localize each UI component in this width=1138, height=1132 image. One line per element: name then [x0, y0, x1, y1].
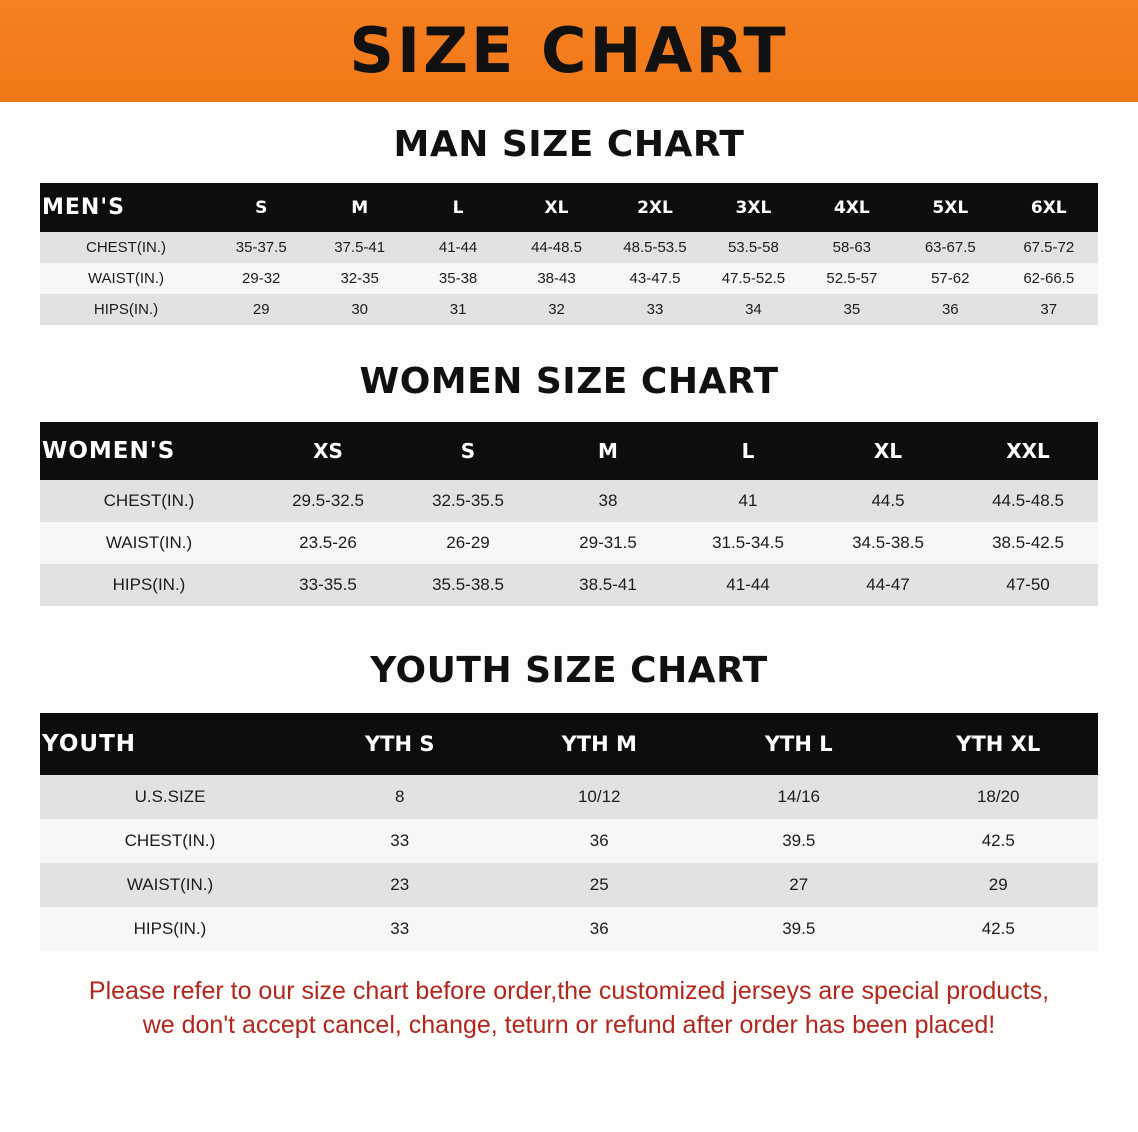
column-header: XL	[507, 183, 605, 232]
table-cell: 18/20	[899, 775, 1099, 819]
table-cell: 31	[409, 294, 507, 325]
table-cell: 35	[803, 294, 901, 325]
table-cell: 33	[300, 819, 500, 863]
youth-size-table	[40, 713, 1098, 951]
row-label: HIPS(IN.)	[40, 907, 300, 951]
column-header: S	[212, 183, 310, 232]
table-row	[40, 232, 1098, 263]
table-cell: 33-35.5	[258, 564, 398, 606]
table-cell: 30	[310, 294, 408, 325]
youth-table-body	[40, 775, 1098, 951]
page-title: SIZE CHART	[349, 14, 789, 87]
table-header-row	[40, 713, 1098, 775]
table-cell: 57-62	[901, 263, 999, 294]
row-label: WAIST(IN.)	[40, 263, 212, 294]
table-cell: 44.5	[818, 480, 958, 522]
table-row	[40, 263, 1098, 294]
table-cell: 41	[678, 480, 818, 522]
column-header: 6XL	[1000, 183, 1099, 232]
women-table-header	[40, 422, 1098, 480]
table-header-row	[40, 422, 1098, 480]
table-cell: 29.5-32.5	[258, 480, 398, 522]
table-cell: 47.5-52.5	[704, 263, 802, 294]
column-header: XL	[818, 422, 958, 480]
table-cell: 33	[606, 294, 704, 325]
row-label: HIPS(IN.)	[40, 564, 258, 606]
table-cell: 32-35	[310, 263, 408, 294]
table-cell: 38.5-42.5	[958, 522, 1098, 564]
table-cell: 29	[899, 863, 1099, 907]
column-header: 3XL	[704, 183, 802, 232]
table-row	[40, 294, 1098, 325]
table-cell: 63-67.5	[901, 232, 999, 263]
women-table-wrap	[0, 422, 1138, 606]
table-cell: 35-38	[409, 263, 507, 294]
table-cell: 26-29	[398, 522, 538, 564]
note-line-2: we don't accept cancel, change, teturn or refund after order has been placed!	[142, 1010, 996, 1039]
table-row	[40, 775, 1098, 819]
table-cell: 32.5-35.5	[398, 480, 538, 522]
table-row	[40, 819, 1098, 863]
column-header: YTH M	[500, 713, 700, 775]
table-cell: 34.5-38.5	[818, 522, 958, 564]
table-cell: 58-63	[803, 232, 901, 263]
man-table-body	[40, 232, 1098, 325]
column-header: M	[538, 422, 678, 480]
man-row-header-label: MEN'S	[40, 183, 212, 232]
table-row	[40, 907, 1098, 951]
table-cell: 44-48.5	[507, 232, 605, 263]
table-cell: 62-66.5	[1000, 263, 1099, 294]
table-cell: 35.5-38.5	[398, 564, 538, 606]
man-table-header	[40, 183, 1098, 232]
column-header: YTH S	[300, 713, 500, 775]
table-row	[40, 564, 1098, 606]
table-cell: 41-44	[409, 232, 507, 263]
table-cell: 39.5	[699, 819, 899, 863]
man-table-wrap	[0, 183, 1138, 325]
header-banner	[0, 0, 1138, 102]
table-row	[40, 863, 1098, 907]
table-cell: 38.5-41	[538, 564, 678, 606]
column-header: M	[310, 183, 408, 232]
column-header: 2XL	[606, 183, 704, 232]
table-cell: 23.5-26	[258, 522, 398, 564]
table-cell: 36	[500, 819, 700, 863]
table-cell: 42.5	[899, 819, 1099, 863]
column-header: S	[398, 422, 538, 480]
table-cell: 8	[300, 775, 500, 819]
table-cell: 35-37.5	[212, 232, 310, 263]
table-cell: 47-50	[958, 564, 1098, 606]
table-cell: 33	[300, 907, 500, 951]
table-cell: 67.5-72	[1000, 232, 1099, 263]
table-cell: 29-32	[212, 263, 310, 294]
table-cell: 34	[704, 294, 802, 325]
youth-section-title: YOUTH SIZE CHART	[370, 650, 768, 691]
column-header: YTH XL	[899, 713, 1099, 775]
table-cell: 37	[1000, 294, 1099, 325]
table-cell: 39.5	[699, 907, 899, 951]
column-header: YTH L	[699, 713, 899, 775]
table-cell: 53.5-58	[704, 232, 802, 263]
row-label: CHEST(IN.)	[40, 232, 212, 263]
table-header-row	[40, 183, 1098, 232]
row-label: CHEST(IN.)	[40, 819, 300, 863]
table-cell: 25	[500, 863, 700, 907]
table-cell: 14/16	[699, 775, 899, 819]
table-cell: 23	[300, 863, 500, 907]
table-cell: 29	[212, 294, 310, 325]
table-cell: 31.5-34.5	[678, 522, 818, 564]
women-section-title: WOMEN SIZE CHART	[359, 361, 779, 402]
order-policy-note	[34, 975, 1104, 1043]
table-cell: 29-31.5	[538, 522, 678, 564]
row-label: WAIST(IN.)	[40, 863, 300, 907]
table-row	[40, 480, 1098, 522]
row-label: CHEST(IN.)	[40, 480, 258, 522]
table-cell: 48.5-53.5	[606, 232, 704, 263]
row-label: HIPS(IN.)	[40, 294, 212, 325]
row-label: U.S.SIZE	[40, 775, 300, 819]
man-section-title: MAN SIZE CHART	[393, 124, 745, 165]
table-cell: 10/12	[500, 775, 700, 819]
youth-table-wrap	[0, 713, 1138, 951]
table-cell: 27	[699, 863, 899, 907]
column-header: L	[409, 183, 507, 232]
table-cell: 38-43	[507, 263, 605, 294]
table-cell: 32	[507, 294, 605, 325]
women-row-header-label: WOMEN'S	[40, 422, 258, 480]
women-size-table	[40, 422, 1098, 606]
table-cell: 41-44	[678, 564, 818, 606]
youth-table-header	[40, 713, 1098, 775]
table-cell: 36	[901, 294, 999, 325]
table-cell: 44-47	[818, 564, 958, 606]
column-header: 5XL	[901, 183, 999, 232]
row-label: WAIST(IN.)	[40, 522, 258, 564]
table-cell: 42.5	[899, 907, 1099, 951]
table-row	[40, 522, 1098, 564]
man-size-table	[40, 183, 1098, 325]
youth-row-header-label: YOUTH	[40, 713, 300, 775]
table-cell: 44.5-48.5	[958, 480, 1098, 522]
column-header: XXL	[958, 422, 1098, 480]
column-header: XS	[258, 422, 398, 480]
table-cell: 38	[538, 480, 678, 522]
note-line-1: Please refer to our size chart before order,the customized jerseys are special products,	[88, 977, 1050, 1005]
table-cell: 52.5-57	[803, 263, 901, 294]
column-header: 4XL	[803, 183, 901, 232]
column-header: L	[678, 422, 818, 480]
table-cell: 37.5-41	[310, 232, 408, 263]
table-cell: 43-47.5	[606, 263, 704, 294]
women-table-body	[40, 480, 1098, 606]
table-cell: 36	[500, 907, 700, 951]
